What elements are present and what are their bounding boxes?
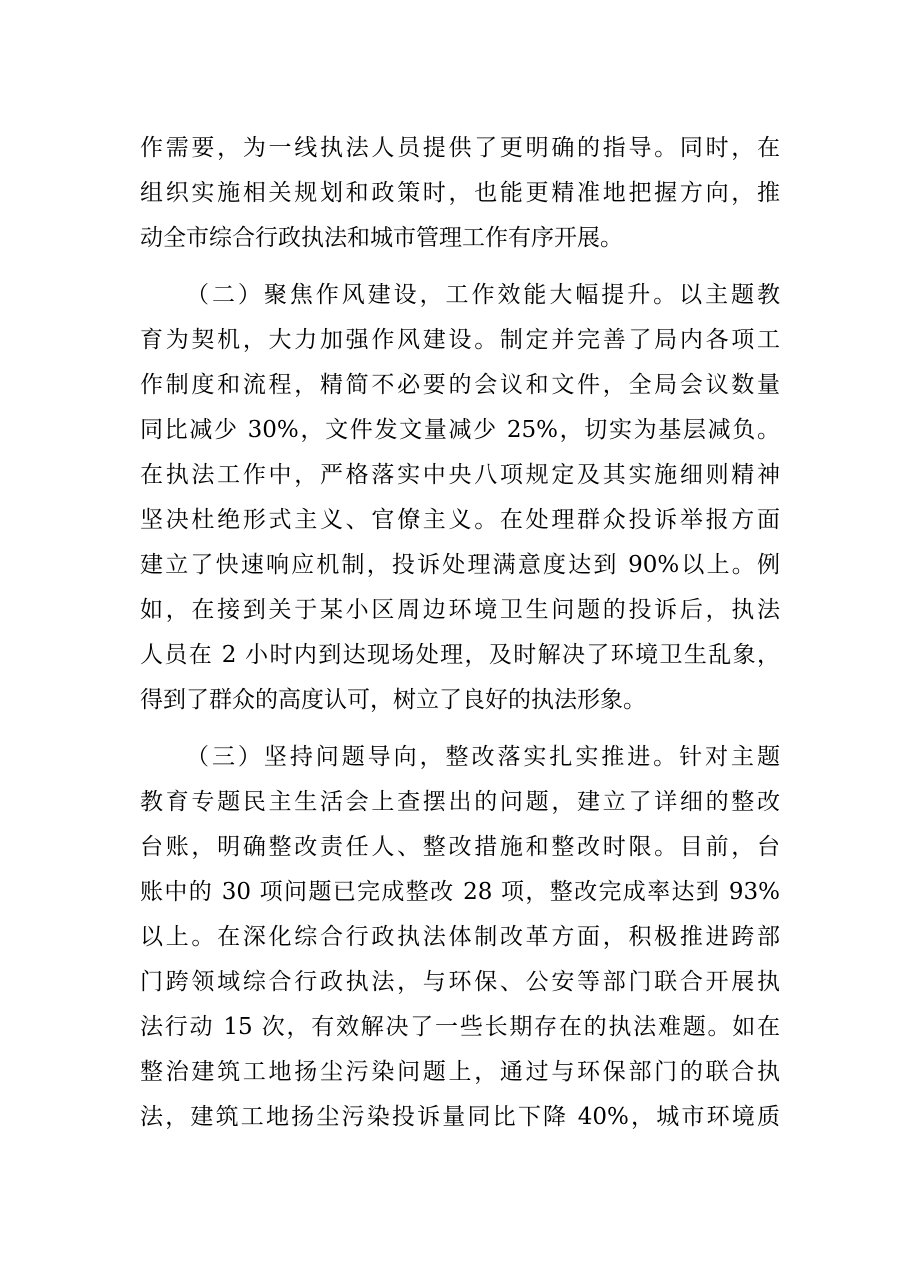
text-line: （二）聚焦作风建设，工作效能大幅提升。以主题教 (186, 282, 780, 308)
text-line: 组织实施相关规划和政策时，也能更精准地把握方向，推 (140, 180, 780, 206)
text-line: 台账，明确整改责任人、整改措施和整改时限。目前，台 (140, 834, 780, 860)
text-line: 法，建筑工地扬尘污染投诉量同比下降 40%，城市环境质 (140, 1104, 780, 1130)
paragraph-continued (140, 126, 780, 261)
text-line: 如，在接到关于某小区周边环境卫生问题的投诉后，执法 (140, 597, 780, 623)
text-line: 坚决杜绝形式主义、官僚主义。在处理群众投诉举报方面 (140, 507, 780, 533)
text-line: 育为契机，大力加强作风建设。制定并完善了局内各项工 (140, 327, 780, 353)
text-line: 动全市综合行政执法和城市管理工作有序开展。 (140, 225, 623, 251)
text-line: 作制度和流程，精简不必要的会议和文件，全局会议数量 (140, 372, 780, 398)
paragraph-section-3 (140, 735, 780, 1140)
text-line: 教育专题民主生活会上查摆出的问题，建立了详细的整改 (140, 789, 780, 815)
text-line: 同比减少 30%，文件发文量减少 25%，切实为基层减负。 (140, 417, 780, 443)
text-line: 建立了快速响应机制，投诉处理满意度达到 90%以上。例 (140, 552, 780, 578)
text-line: 账中的 30 项问题已完成整改 28 项，整改完成率达到 93% (140, 879, 780, 905)
text-line: 人员在 2 小时内到达现场处理，及时解决了环境卫生乱象， (140, 642, 780, 668)
paragraph-section-2 (140, 273, 780, 723)
document-body (140, 126, 780, 1140)
text-line: 在执法工作中，严格落实中央八项规定及其实施细则精神 (140, 462, 780, 488)
text-line: 法行动 15 次，有效解决了一些长期存在的执法难题。如在 (140, 1014, 780, 1040)
text-line: 作需要，为一线执法人员提供了更明确的指导。同时，在 (140, 135, 780, 161)
text-line: 以上。在深化综合行政执法体制改革方面，积极推进跨部 (140, 924, 780, 950)
text-line: 整治建筑工地扬尘污染问题上，通过与环保部门的联合执 (140, 1059, 780, 1085)
text-line: （三）坚持问题导向，整改落实扎实推进。针对主题 (186, 744, 780, 770)
text-line: 门跨领域综合行政执法，与环保、公安等部门联合开展执 (140, 969, 780, 995)
text-line: 得到了群众的高度认可，树立了良好的执法形象。 (140, 687, 646, 713)
